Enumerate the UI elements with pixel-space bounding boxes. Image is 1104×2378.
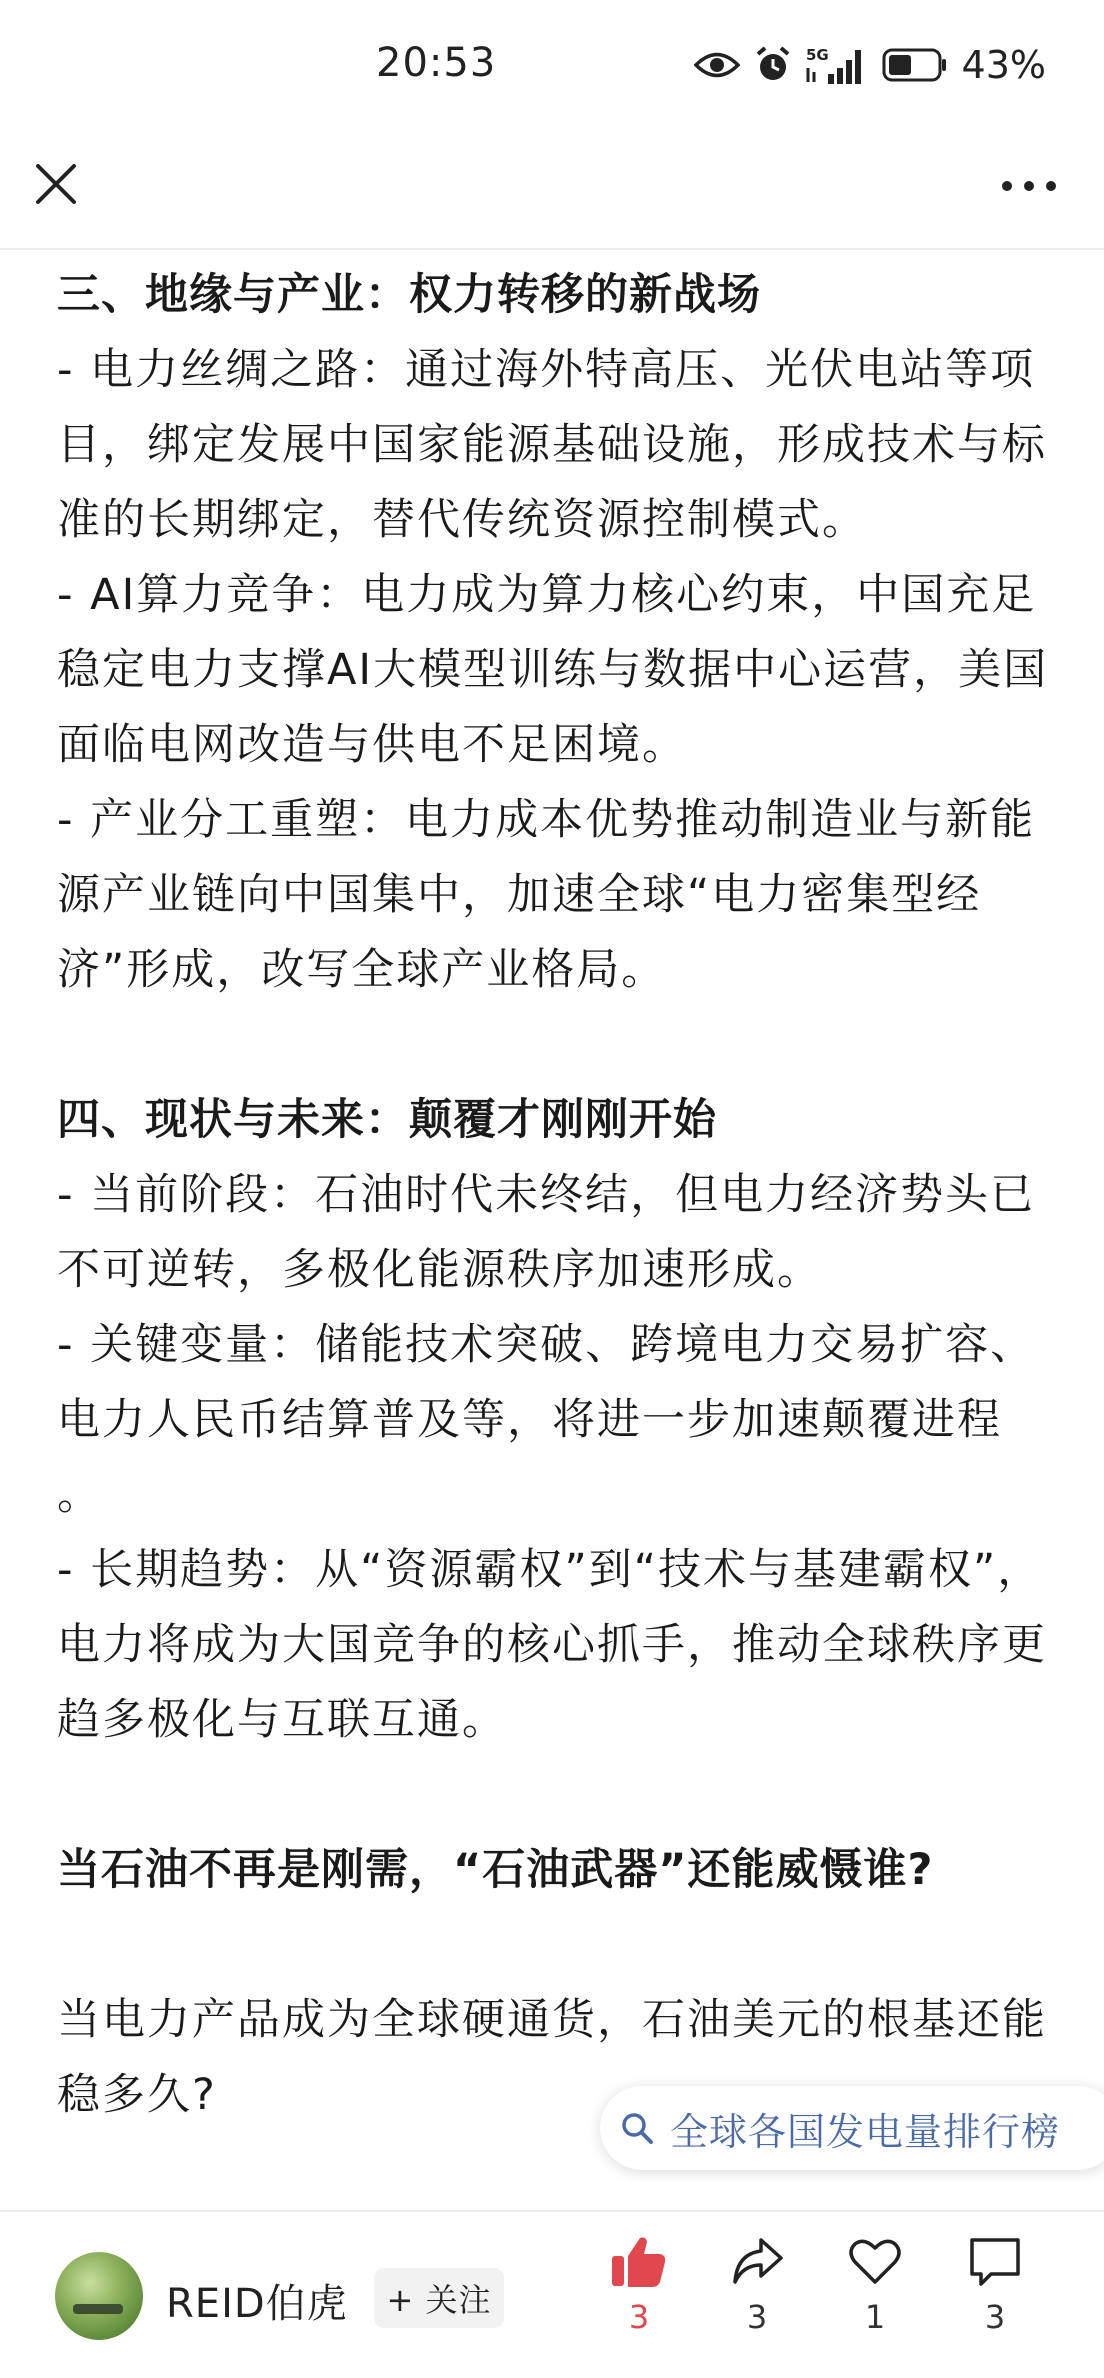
comment-button[interactable] [950, 2234, 1040, 2336]
avatar[interactable] [55, 2252, 143, 2340]
share-count: 3 [746, 2298, 768, 2336]
comment-icon [967, 2234, 1023, 2290]
like-button[interactable] [594, 2234, 684, 2336]
list-item: - 产业分工重塑：电力成本优势推动制造业与新能源产业链向中国集中，加速全球“电力密集型经济”形成，改写全球产业格局。 [57, 795, 1036, 995]
search-suggestion-chip[interactable] [600, 2086, 1104, 2170]
status-bar [0, 0, 1104, 130]
status-time: 20:53 [376, 40, 497, 86]
author-name[interactable]: REID伯虎 [166, 2281, 348, 2327]
list-item: - 关键变量：储能技术突破、跨境电力交易扩容、电力人民币结算普及等，将进一步加速颠覆进程 。 [57, 1320, 1036, 1520]
search-icon [620, 2111, 654, 2145]
section-heading: 三、地缘与产业：权力转移的新战场 [57, 270, 761, 320]
section-heading: 四、现状与未来：颠覆才刚刚开始 [57, 1095, 717, 1145]
bottom-bar [0, 2210, 1104, 2378]
like-count: 3 [628, 2298, 650, 2336]
battery-icon [882, 48, 948, 82]
top-nav [0, 130, 1104, 250]
list-item: - 长期趋势：从“资源霸权”到“技术与基建霸权”，电力将成为大国竞争的核心抓手，推动全球秩序更趋多极化与互联互通。 [57, 1545, 1047, 1745]
status-icons [694, 40, 1046, 90]
list-item: - AI算力竞争：电力成为算力核心约束，中国充足稳定电力支撑AI大模型训练与数据中心运营，美国面临电网改造与供电不足困境。 [57, 570, 1049, 770]
favorite-count: 1 [864, 2298, 886, 2336]
signal-icon [806, 46, 868, 84]
close-button[interactable] [28, 156, 84, 212]
heart-icon [847, 2234, 903, 2290]
network-label: 5G [805, 46, 829, 64]
comment-count: 3 [984, 2298, 1006, 2336]
share-button[interactable] [712, 2234, 802, 2336]
battery-percent: 43% [961, 43, 1046, 87]
close-icon [35, 163, 77, 205]
more-button[interactable] [994, 158, 1064, 214]
list-item: - 电力丝绸之路：通过海外特高压、光伏电站等项目，绑定发展中国家能源基础设施，形成技术与标准的长期绑定，替代传统资源控制模式。 [57, 345, 1047, 545]
question-heading: 当石油不再是刚需，“石油武器”还能威慑谁? [57, 1845, 934, 1895]
share-icon [729, 2234, 785, 2290]
article-body [57, 258, 1049, 2133]
thumbs-up-icon [610, 2234, 668, 2290]
favorite-button[interactable] [830, 2234, 920, 2336]
list-item: - 当前阶段：石油时代未终结，但电力经济势头已不可逆转，多极化能源秩序加速形成。 [57, 1170, 1036, 1295]
eye-icon [694, 50, 740, 80]
follow-button[interactable]: + 关注 [374, 2268, 504, 2328]
closing-paragraph: 当电力产品成为全球硬通货，石油美元的根基还能稳多久? [57, 1995, 1047, 2120]
more-icon [1001, 180, 1057, 192]
alarm-icon [754, 46, 792, 84]
search-suggestion-text: 全球各国发电量排行榜 [670, 2109, 1061, 2154]
